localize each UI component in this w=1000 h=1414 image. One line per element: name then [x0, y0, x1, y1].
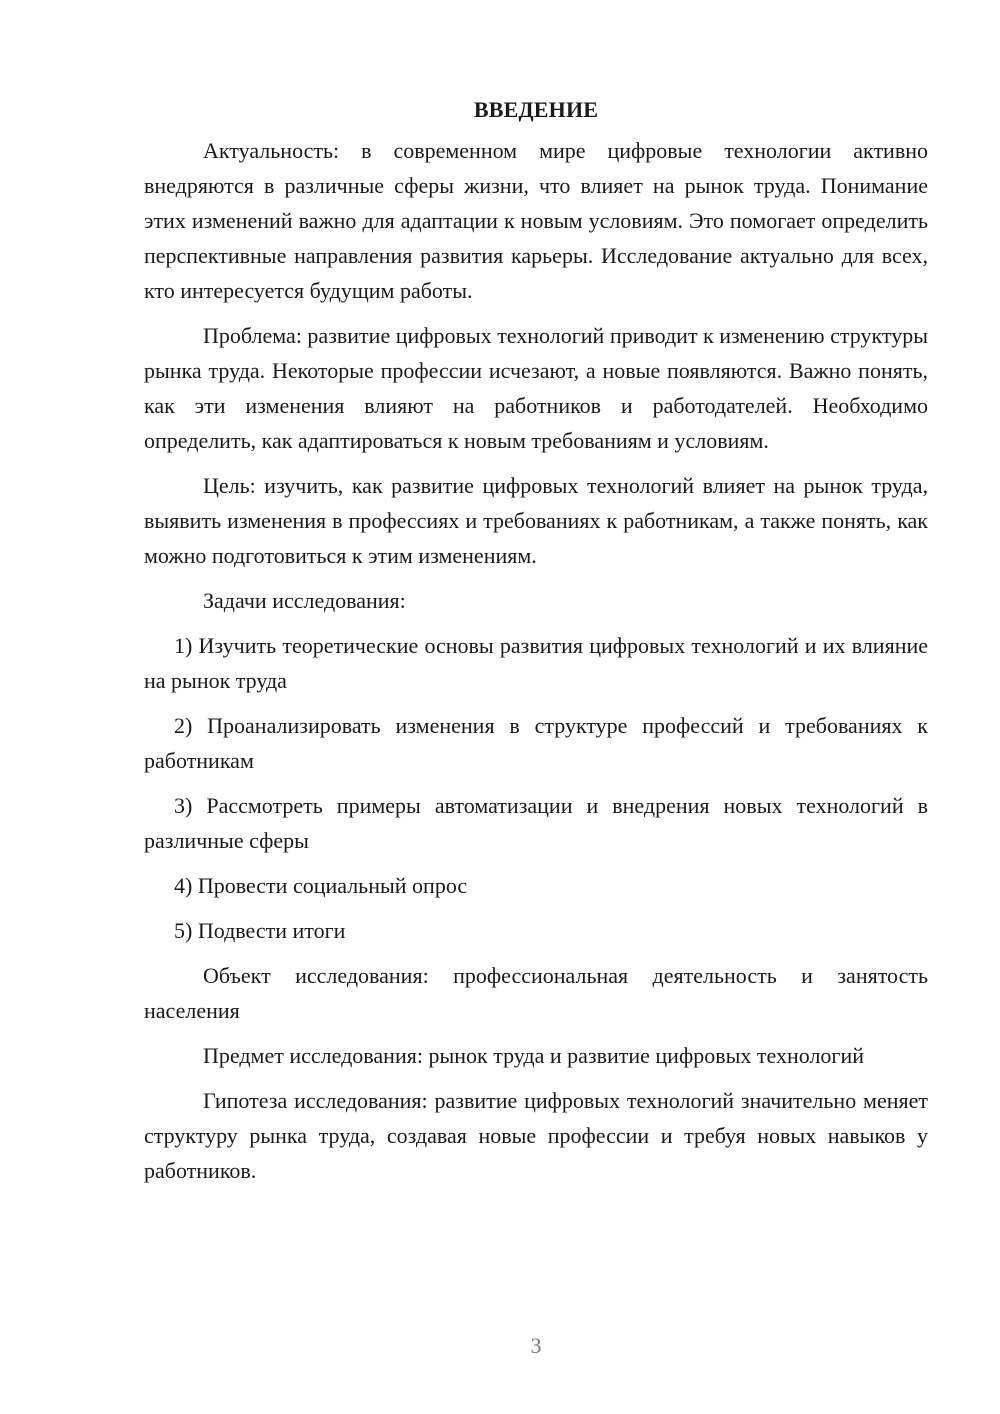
task-item-2: 2) Проанализировать изменения в структуре профессий и требованиях к работникам [144, 713, 928, 773]
paragraph-goal: Цель: изучить, как развитие цифровых технологий влияет на рынок труда, выявить изменения в профессиях и требованиях к работникам, а также понять, как можно подготовиться к этим изменениям. [144, 473, 928, 568]
task-item-3: 3) Рассмотреть примеры автоматизации и внедрения новых технологий в различные сферы [144, 793, 928, 853]
document-body [144, 95, 928, 1198]
page-number: 3 [530, 1333, 542, 1358]
paragraph-problem: Проблема: развитие цифровых технологий приводит к изменению структуры рынка труда. Некоторые профессии исчезают, а новые появляются. Важно понять, как эти изменения влияют на работников и работодателей. Необходимо определить, как адаптироваться к новым требованиям и условиям. [144, 323, 928, 453]
paragraph-hypothesis: Гипотеза исследования: развитие цифровых технологий значительно меняет структуру рынка труда, создавая новые профессии и требуя новых навыков у работников. [144, 1088, 928, 1183]
section-title: ВВЕДЕНИЕ [473, 97, 599, 122]
paragraph-subject: Предмет исследования: рынок труда и развитие цифровых технологий [203, 1043, 864, 1068]
task-item-4: 4) Провести социальный опрос [174, 873, 468, 898]
tasks-heading: Задачи исследования: [203, 588, 406, 613]
task-item-1: 1) Изучить теоретические основы развития цифровых технологий и их влияние на рынок труда [144, 633, 928, 693]
paragraph-relevance: Актуальность: в современном мире цифровые технологии активно внедряются в различные сферы жизни, что влияет на рынок труда. Понимание этих изменений важно для адаптации к новым условиям. Это помогает определить перспективные направления развития карьеры. Исследование актуально для всех, кто интересуется будущим работы. [144, 138, 928, 303]
task-item-5: 5) Подвести итоги [174, 918, 346, 943]
paragraph-object: Объект исследования: профессиональная деятельность и занятость населения [144, 963, 928, 1023]
